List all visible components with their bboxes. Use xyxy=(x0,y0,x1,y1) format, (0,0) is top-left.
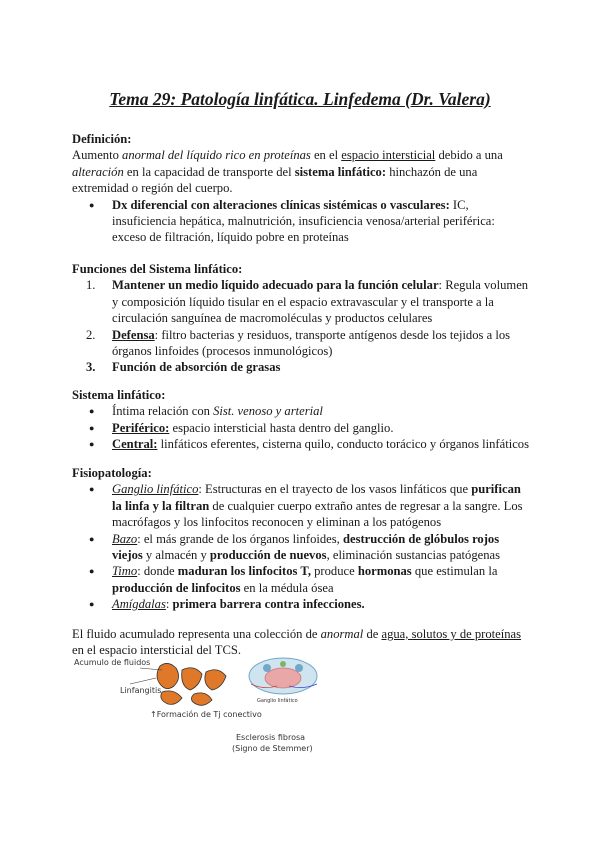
figure-label: Acumulo de fluidos xyxy=(74,658,151,667)
text: : filtro bacterias y residuos, transporte antígenos desde los tejidos a los órganos linfoides (procesos inmunológicos) xyxy=(112,327,511,359)
text: debido a una xyxy=(435,148,503,163)
bold-text: Defensa xyxy=(112,327,155,342)
list-item xyxy=(72,197,532,246)
text: : xyxy=(165,597,173,612)
text: en el xyxy=(310,148,342,163)
bold-text: Dx diferencial con alteraciones clínicas sistémicas o vasculares: xyxy=(112,197,450,212)
italic-text: anormal xyxy=(320,627,364,641)
sistema-section xyxy=(72,387,532,453)
bold-text: destrucción de glóbulos rojos viejos xyxy=(112,531,500,563)
fluid-blob-icon xyxy=(205,670,226,690)
text: produce xyxy=(310,564,358,579)
bold-underlined-text: Central: xyxy=(112,437,158,452)
page-title: Tema 29: Patología linfática. Linfedema (Dr. Valera) xyxy=(109,89,491,109)
definicion-heading: Definición: xyxy=(72,132,132,146)
text: en el espacio intersticial del TCS. xyxy=(72,643,242,658)
list-item xyxy=(72,436,532,452)
text: de cualquier cuerpo extraño antes de regresar a la sangre. Los macrófagos y los linfocitos reconocen y eliminan a los patógenos xyxy=(112,498,523,530)
italic-text: alteración xyxy=(72,164,124,179)
fisio-heading: Fisiopatología: xyxy=(72,466,152,480)
funciones-section xyxy=(72,261,532,376)
text: IC, insuficiencia hepática, malnutrición, insuficiencia venosa/arterial periférica: exceso de filtración, líquido pobre en proteínas xyxy=(112,197,495,245)
funciones-heading: Funciones del Sistema linfático: xyxy=(72,262,243,276)
text: que estimulan la xyxy=(411,564,498,579)
text: : Regula volumen y composición líquido tisular en el espacio extravascular y el transporte a la circulación sanguínea de macromoléculas y productos celulares xyxy=(112,278,529,326)
text: : donde xyxy=(137,564,178,579)
ganglion-illustration xyxy=(243,654,325,706)
bold-text: Función de absorción de grasas xyxy=(112,360,281,375)
text: en la médula ósea xyxy=(240,580,334,595)
text: El fluido acumulado representa una colección de xyxy=(72,627,321,641)
italic-underlined-text: Bazo xyxy=(112,531,138,546)
fluid-blob-icon xyxy=(161,691,182,705)
lymphedema-sketch xyxy=(90,656,250,756)
lymph-node-icon xyxy=(243,654,325,698)
list-item xyxy=(72,563,532,596)
list-number: 2. xyxy=(86,327,96,342)
list-number: 3. xyxy=(86,360,96,375)
text: y almacén y xyxy=(142,548,210,563)
underlined-text: espacio intersticial xyxy=(341,148,436,163)
text: : Estructuras en el trayecto de los vasos linfáticos que xyxy=(198,482,472,497)
text: linfáticos eferentes, cisterna quilo, conducto torácico y órganos linfáticos xyxy=(157,437,529,452)
bold-underlined-text: Periférico: xyxy=(112,420,170,435)
text: , eliminación sustancias patógenas xyxy=(326,548,501,563)
sistema-list xyxy=(72,403,532,452)
bold-text: sistema linfático: xyxy=(294,164,387,179)
funciones-list xyxy=(72,277,532,375)
list-item xyxy=(72,277,532,326)
bold-text: purifican la linfa y la filtran xyxy=(112,482,521,513)
bold-text: producción de nuevos xyxy=(209,548,327,563)
sistema-heading: Sistema linfático: xyxy=(72,388,166,402)
italic-underlined-text: Ganglio linfático xyxy=(112,482,199,497)
fluid-blob-icon xyxy=(182,668,202,690)
fluid-blob-icon xyxy=(191,693,212,705)
fisio-section xyxy=(72,465,532,613)
bold-text: Mantener un medio líquido adecuado para la función celular xyxy=(112,278,439,293)
figure-caption: Ganglio linfático xyxy=(257,698,298,704)
arrow-line xyxy=(130,678,156,684)
text: : el más grande de los órganos linfoides, xyxy=(137,531,343,546)
text: en la capacidad de transporte del xyxy=(123,164,295,179)
underlined-text: agua, solutos y de proteínas xyxy=(381,627,522,641)
text: hinchazón de una extremidad o región del cuerpo. xyxy=(72,164,478,196)
figure-label: ↑Formación de Tj conectivo xyxy=(150,710,262,719)
bold-text: hormonas xyxy=(357,564,412,579)
fisio-list xyxy=(72,481,532,612)
figure-label: Esclerosis fibrosa xyxy=(236,733,306,742)
text: Íntima relación con xyxy=(112,404,214,419)
list-item xyxy=(72,531,532,564)
definicion-list xyxy=(72,197,532,246)
list-number: 1. xyxy=(86,278,96,293)
figure-label: Linfangitis xyxy=(120,686,162,695)
list-item xyxy=(72,596,532,612)
definicion-section xyxy=(72,131,532,246)
list-item xyxy=(72,420,532,436)
figure-label: (Signo de Stemmer) xyxy=(232,744,313,753)
definicion-paragraph xyxy=(72,147,532,196)
bold-text: primera barrera contra infecciones. xyxy=(172,597,365,612)
list-item xyxy=(72,359,532,375)
italic-text: Sist. venoso y arterial xyxy=(213,404,323,419)
list-item xyxy=(72,327,532,360)
fluid-blob-icon xyxy=(157,663,179,688)
italic-underlined-text: Timo xyxy=(112,564,138,579)
italic-underlined-text: Amígdalas xyxy=(112,597,166,612)
italic-text: anormal del líquido rico en proteínas xyxy=(122,148,311,163)
text: espacio intersticial hasta dentro del ganglio. xyxy=(169,420,394,435)
text: Aumento xyxy=(72,148,123,163)
list-item xyxy=(72,481,532,530)
list-item xyxy=(72,403,532,419)
text: de xyxy=(363,627,382,641)
bold-text: producción de linfocitos xyxy=(112,580,241,595)
bold-text: maduran los linfocitos T, xyxy=(177,564,311,579)
